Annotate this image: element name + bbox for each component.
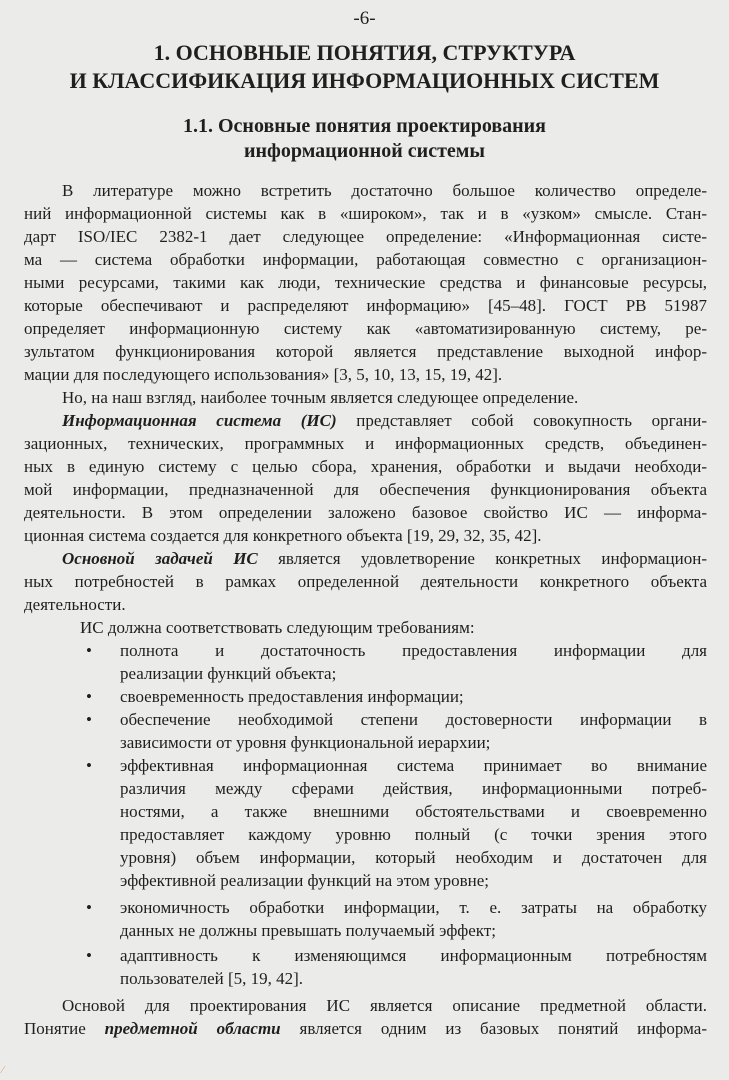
paragraph-1-line: определяет информационную систему как «автоматизированную систему, ре- <box>24 319 707 338</box>
paragraph-4-line: деятельности. <box>24 595 126 614</box>
section-title-line-2: информационной системы <box>243 140 486 162</box>
chapter-title-line-1: 1. ОСНОВНЫЕ ПОНЯТИЯ, СТРУКТУРА <box>153 40 576 65</box>
paragraph-1-line: В литературе можно встретить достаточно большое количество определе- <box>62 181 707 200</box>
paragraph-3-line: мой информации, предназначенной для обеспечения функционирования объекта <box>24 480 707 499</box>
requirement-line: эффективной реализации функций на этом уровне; <box>120 871 490 890</box>
paragraph-3-line: ционная система создается для конкретного объекта [19, 29, 32, 35, 42]. <box>24 526 542 545</box>
bullet-icon: • <box>86 710 92 729</box>
term-main-task: Основной задачей ИС <box>62 549 258 568</box>
bullet-icon: • <box>86 756 92 775</box>
paragraph-5-line: Понятие предметной области является одним из базовых понятий информа- <box>24 1019 707 1038</box>
paragraph-3-line: ных в единую систему с целью сбора, хранения, обработки и выдачи необходи- <box>24 457 707 476</box>
requirement-line: предоставляет каждому уровню полный (с точки зрения этого <box>120 825 707 844</box>
paragraph-2: Но, на наш взгляд, наиболее точным является следующее определение. <box>62 388 579 407</box>
requirement-line: данных не должны превышать получаемый эффект; <box>120 921 496 940</box>
paragraph-1-line: ными ресурсами, такими как люди, технические средства и финансовые ресурсы, <box>24 273 707 292</box>
requirement-line: своевременность предоставления информации; <box>120 687 464 706</box>
requirement-line: полнота и достаточность предоставления информации для <box>120 641 707 660</box>
paragraph-5-line: Основой для проектирования ИС является описание предметной области. <box>62 996 707 1015</box>
paragraph-4-first-line: Основной задачей ИС является удовлетворение конкретных информацион- <box>62 549 707 568</box>
bullet-icon: • <box>86 946 92 965</box>
paragraph-3-line: зационных, технических, программных и информационных средств, объединен- <box>24 434 707 453</box>
requirement-line: реализации функций объекта; <box>120 664 337 683</box>
requirement-line: пользователей [5, 19, 42]. <box>120 969 304 988</box>
chapter-title-line-2: И КЛАССИФИКАЦИЯ ИНФОРМАЦИОННЫХ СИСТЕМ <box>69 68 660 93</box>
page-number: -6- <box>353 8 376 29</box>
term-subject-area: предметной области <box>104 1019 281 1038</box>
corner-mark: ⁄ <box>2 1065 4 1076</box>
paragraph-1-line: мации для последующего использования» [3, 5, 10, 13, 15, 19, 42]. <box>24 365 503 384</box>
requirement-line: эффективная информационная система принимает во внимание <box>120 756 707 775</box>
requirement-line: уровня) объем информации, который необходим и достаточен для <box>120 848 707 867</box>
bullet-icon: • <box>86 687 92 706</box>
paragraph-1-line: зультатом функционирования которой является представление выходной инфор- <box>24 342 707 361</box>
paragraph-3-first-line: Информационная система (ИС) представляет собой совокупность органи- <box>62 411 707 430</box>
requirement-line: ностями, а также внешними обстоятельствами и своевременно <box>120 802 707 821</box>
paragraph-1-line: дарт ISO/IEC 2382-1 дает следующее определение: «Информационная систе- <box>24 227 707 246</box>
bullet-icon: • <box>86 898 92 917</box>
requirement-line: адаптивность к изменяющимся информационным потребностям <box>120 946 707 965</box>
paragraph-4-line: ных потребностей в рамках определенной деятельности конкретного объекта <box>24 572 707 591</box>
requirement-line: зависимости от уровня функциональной иерархии; <box>120 733 491 752</box>
requirement-line: экономичность обработки информации, т. е. затраты на обработку <box>120 898 707 917</box>
term-information-system: Информационная система (ИС) <box>62 411 337 430</box>
requirements-intro: ИС должна соответствовать следующим требованиям: <box>80 618 475 637</box>
paragraph-1-line: которые обеспечивают и распределяют информацию» [45–48]. ГОСТ РВ 51987 <box>24 296 707 315</box>
paragraph-1-line: ний информационной системы как в «широком», так и в «узком» смысле. Стан- <box>24 204 707 223</box>
bullet-icon: • <box>86 641 92 660</box>
paragraph-1-line: ма — система обработки информации, работающая совместно с организацион- <box>24 250 707 269</box>
requirement-line: обеспечение необходимой степени достоверности информации в <box>120 710 707 729</box>
paragraph-3-line: деятельности. В этом определении заложено базовое свойство ИС — информа- <box>24 503 707 522</box>
section-title-line-1: 1.1. Основные понятия проектирования <box>183 115 546 137</box>
requirement-line: различия между сферами действия, информационными потреб- <box>120 779 707 798</box>
